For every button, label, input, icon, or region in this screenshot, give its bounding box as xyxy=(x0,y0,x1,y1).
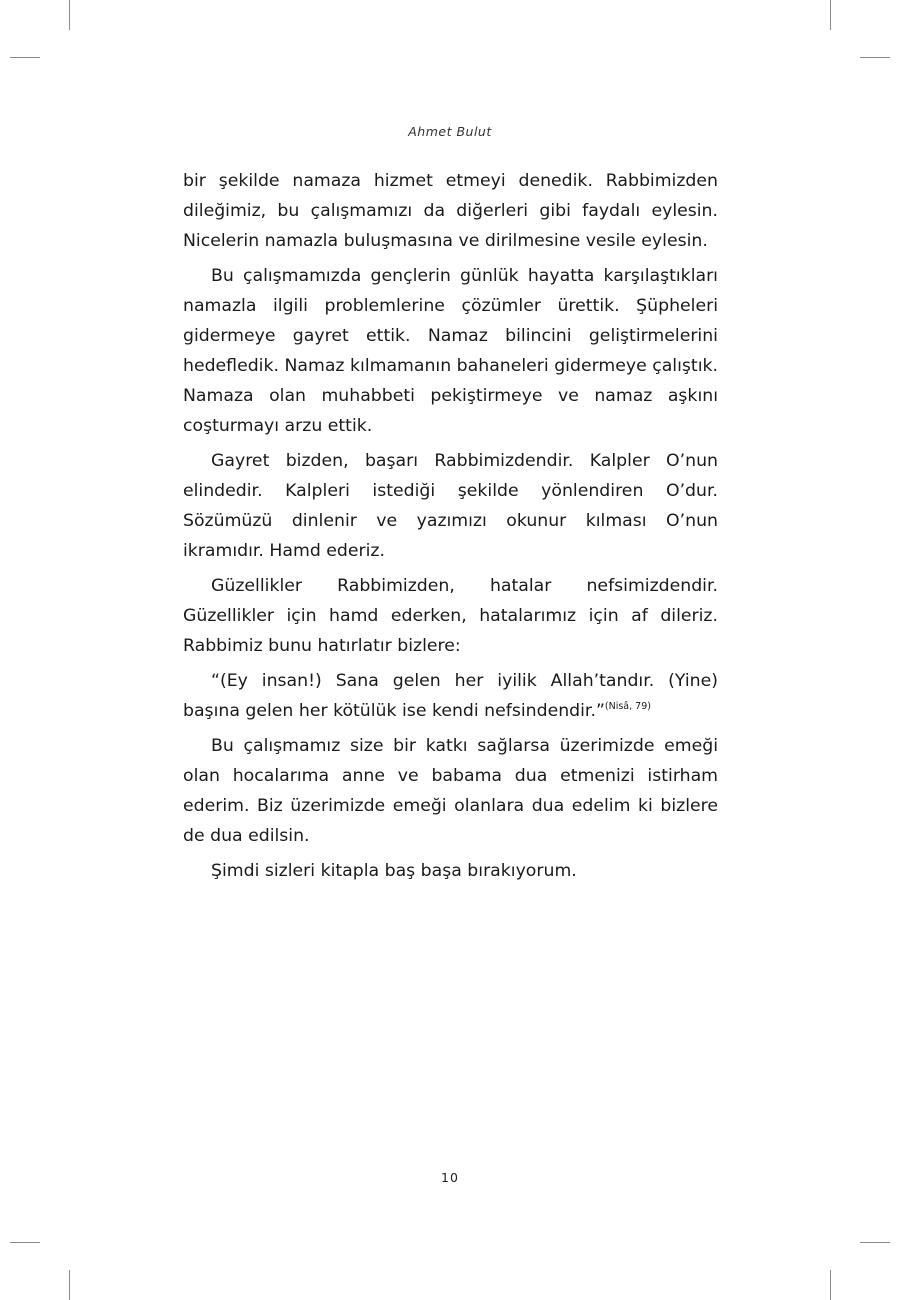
quote-reference: (Nisâ, 79) xyxy=(604,701,651,712)
crop-mark-top-right-vertical xyxy=(830,0,831,30)
running-head: Ahmet Bulut xyxy=(408,124,492,139)
crop-mark-bottom-left-vertical xyxy=(69,1270,70,1300)
paragraph-2: Bu çalışmamızda gençlerin günlük hayatta karşılaştıkları namazla ilgili problemlerine çözümler ürettik. Şüpheleri gidermeye gayret ettik. Namaz bilincini geliştirmelerini hedefledik. Namaz kılmamanın bahaneleri gidermeye çalıştık. Namaza olan muhabbeti pekiştirmeye ve namaz aşkını coşturmayı arzu ettik. xyxy=(183,266,718,436)
paragraph-1: bir şekilde namaza hizmet etmeyi denedik. Rabbimizden dileğimiz, bu çalışmamızı da diğerleri gibi faydalı eylesin. Nicelerin namazla buluşmasına ve dirilmesine vesile eylesin. xyxy=(183,171,718,251)
body-text xyxy=(183,166,718,891)
page-number: 10 xyxy=(441,1170,459,1185)
quote-text: “(Ey insan!) Sana gelen her iyilik Allah’tandır. (Yine) başına gelen her kötülük ise kendi nefsindendir.” xyxy=(183,671,718,721)
paragraph-7: Şimdi sizleri kitapla baş başa bırakıyorum. xyxy=(211,861,577,881)
crop-mark-top-right-horizontal xyxy=(860,57,890,58)
crop-mark-top-left-vertical xyxy=(69,0,70,30)
crop-mark-bottom-right-vertical xyxy=(830,1270,831,1300)
paragraph-3: Gayret bizden, başarı Rabbimizdendir. Kalpler O’nun elindedir. Kalpleri istediği şekilde yönlendiren O’dur. Sözümüzü dinlenir ve yazımızı okunur kılması O’nun ikramıdır. Hamd ederiz. xyxy=(183,451,718,561)
paragraph-quote xyxy=(183,666,718,726)
paragraph-6: Bu çalışmamız size bir katkı sağlarsa üzerimizde emeği olan hocalarıma anne ve babama dua etmenizi istirham ederim. Biz üzerimizde emeği olanlara dua edelim ki bizlere de dua edilsin. xyxy=(183,736,718,846)
paragraph-4: Güzellikler Rabbimizden, hatalar nefsimizdendir. Güzellikler için hamd ederken, hatalarımız için af dileriz. Rabbimiz bunu hatırlatır bizlere: xyxy=(183,576,718,656)
crop-mark-bottom-right-horizontal xyxy=(860,1242,890,1243)
crop-mark-bottom-left-horizontal xyxy=(10,1242,40,1243)
crop-mark-top-left-horizontal xyxy=(10,57,40,58)
